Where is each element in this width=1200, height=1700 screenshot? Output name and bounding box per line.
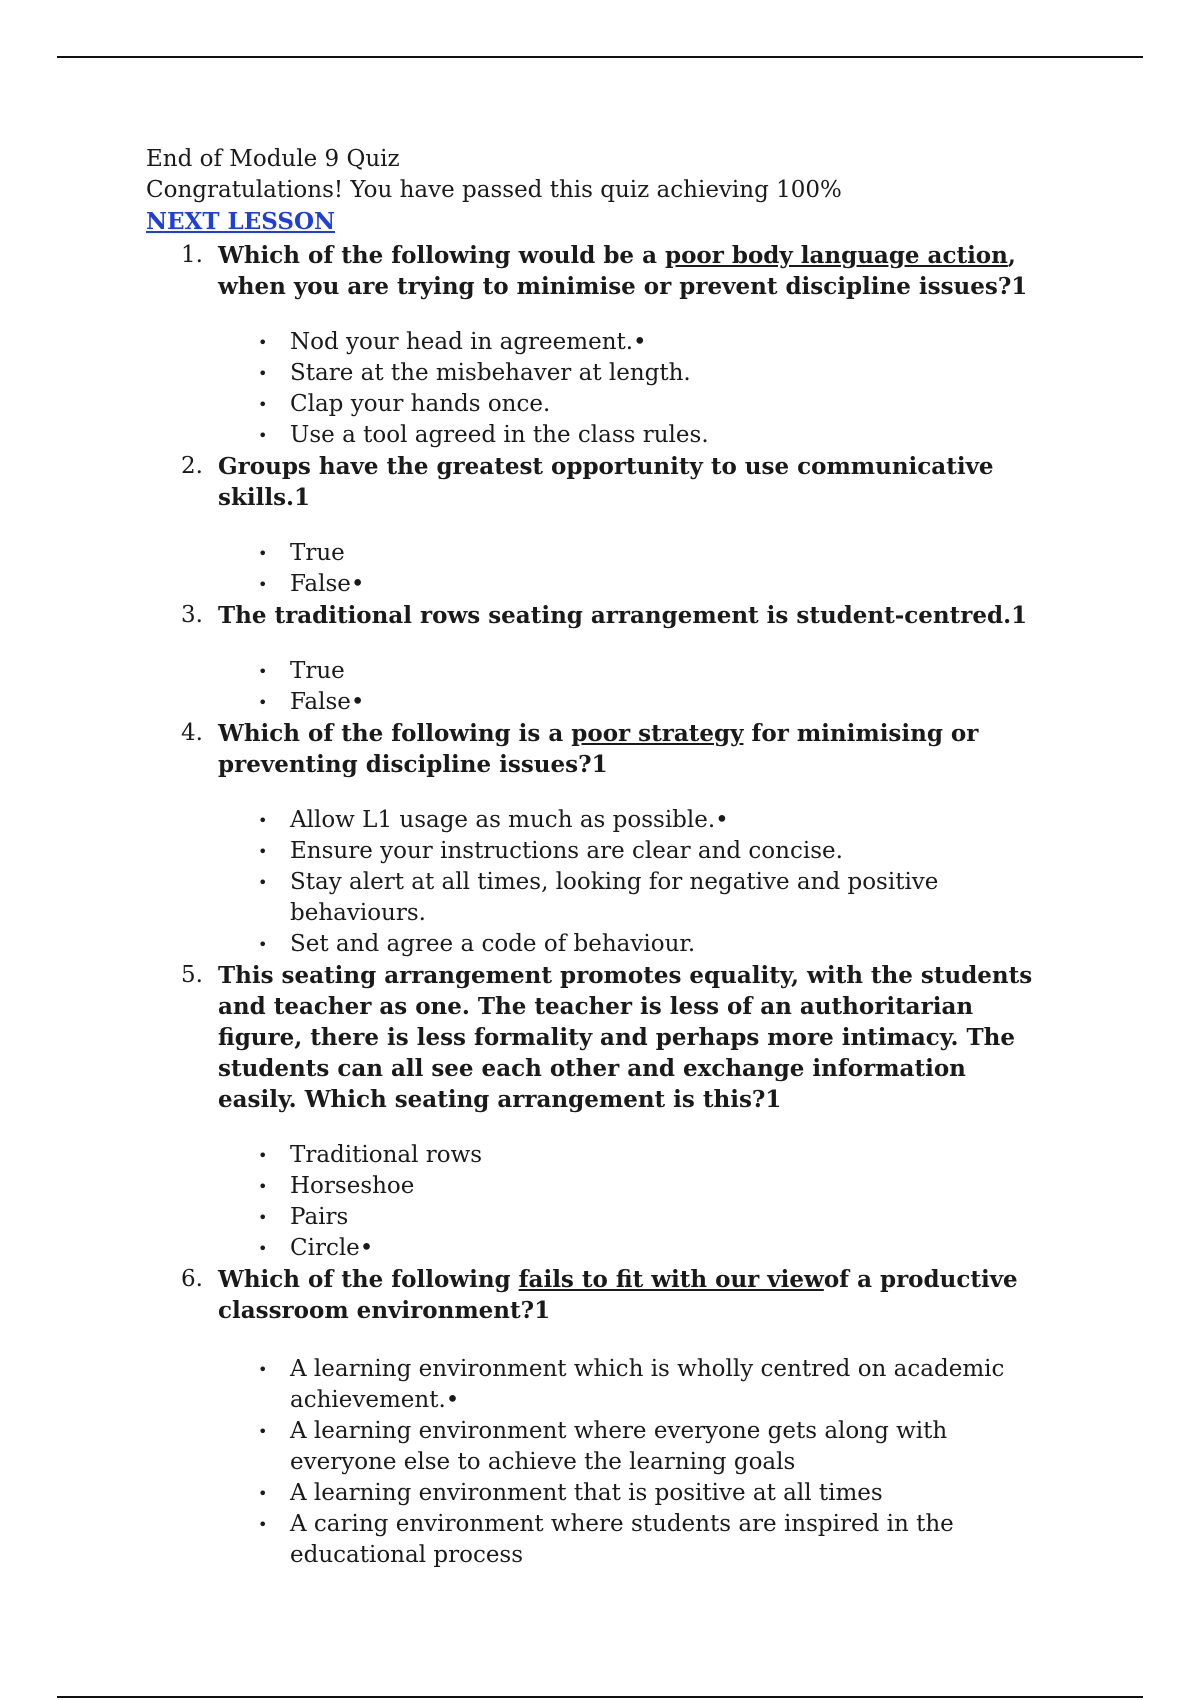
bullet-icon: • bbox=[258, 1146, 268, 1165]
option-item[interactable]: • Use a tool agreed in the class rules. bbox=[218, 420, 1046, 451]
question-list bbox=[146, 240, 1046, 1571]
option-item[interactable]: • Horseshoe bbox=[218, 1171, 1046, 1202]
bullet-icon: • bbox=[258, 842, 268, 861]
option-item[interactable]: • True bbox=[218, 656, 1046, 687]
bullet-icon: • bbox=[258, 1239, 268, 1258]
question-text: The traditional rows seating arrangement is student-centred.1 bbox=[218, 602, 1028, 629]
question-text: Groups have the greatest opportunity to use communicative skills.1 bbox=[218, 453, 994, 511]
bullet-icon: • bbox=[258, 1422, 268, 1441]
quiz-result: Congratulations! You have passed this quiz achieving 100% bbox=[146, 177, 842, 203]
question-number: 1. bbox=[181, 242, 203, 268]
option-item[interactable]: • Ensure your instructions are clear and concise. bbox=[218, 836, 1046, 867]
question-number: 3. bbox=[181, 602, 203, 628]
question-text: Which of the following would be a poor body language action, when you are trying to minimise or prevent discipline issues?1 bbox=[218, 242, 1028, 300]
option-list bbox=[218, 1140, 1046, 1264]
question-number: 5. bbox=[181, 962, 203, 988]
question-3 bbox=[146, 600, 1046, 718]
bullet-icon: • bbox=[258, 1515, 268, 1534]
question-2 bbox=[146, 451, 1046, 600]
option-list bbox=[218, 538, 1046, 600]
option-item[interactable]: • A learning environment which is wholly centred on academic achievement.• bbox=[258, 1356, 1005, 1413]
option-item[interactable]: • A learning environment that is positive at all times bbox=[218, 1478, 1046, 1509]
option-item[interactable]: • False• bbox=[218, 569, 1046, 600]
question-6 bbox=[146, 1264, 1046, 1571]
option-item[interactable]: • A learning environment where everyone gets along with everyone else to achieve the learning goals bbox=[258, 1418, 948, 1475]
option-item[interactable]: • Stare at the misbehaver at length. bbox=[218, 358, 1046, 389]
bullet-icon: • bbox=[258, 575, 268, 594]
question-4 bbox=[146, 718, 1046, 960]
question-text: This seating arrangement promotes equality, with the students and teacher as one. The teacher is less of an authoritarian figure, there is less formality and perhaps more intimacy. The students can all see each other and exchange information easily. Which seating arrangement is this?1 bbox=[218, 962, 1033, 1113]
option-item[interactable]: • False• bbox=[218, 687, 1046, 718]
question-5 bbox=[146, 960, 1046, 1264]
option-list bbox=[218, 805, 1046, 960]
question-number: 2. bbox=[181, 453, 203, 479]
bottom-rule bbox=[57, 1696, 1143, 1698]
question-text: Which of the following fails to fit with our viewof a productive classroom environment?1 bbox=[218, 1266, 1018, 1324]
bullet-icon: • bbox=[258, 662, 268, 681]
bullet-icon: • bbox=[258, 935, 268, 954]
option-item[interactable]: • Pairs bbox=[218, 1202, 1046, 1233]
top-rule bbox=[57, 56, 1143, 58]
question-emphasis: poor strategy bbox=[571, 720, 744, 747]
bullet-icon: • bbox=[258, 1360, 268, 1379]
option-item[interactable]: • Stay alert at all times, looking for negative and positive behaviours. bbox=[258, 869, 939, 926]
bullet-icon: • bbox=[258, 1177, 268, 1196]
quiz-document bbox=[146, 144, 1046, 1571]
option-item[interactable]: • True bbox=[218, 538, 1046, 569]
option-item[interactable]: • Traditional rows bbox=[218, 1140, 1046, 1171]
question-emphasis: fails to fit with our view bbox=[518, 1266, 824, 1293]
option-item[interactable]: • Circle• bbox=[218, 1233, 1046, 1264]
bullet-icon: • bbox=[258, 395, 268, 414]
bullet-icon: • bbox=[258, 693, 268, 712]
bullet-icon: • bbox=[258, 811, 268, 830]
option-item[interactable]: • Clap your hands once. bbox=[218, 389, 1046, 420]
option-item[interactable]: • Nod your head in agreement.• bbox=[218, 327, 1046, 358]
bullet-icon: • bbox=[258, 873, 268, 892]
option-item[interactable]: • A caring environment where students are inspired in the educational process bbox=[258, 1511, 954, 1568]
question-emphasis: poor body language action bbox=[664, 242, 1008, 269]
option-list bbox=[218, 1354, 1046, 1571]
bullet-icon: • bbox=[258, 364, 268, 383]
bullet-icon: • bbox=[258, 1484, 268, 1503]
quiz-title: End of Module 9 Quiz bbox=[146, 146, 400, 172]
question-text: Which of the following is a poor strategy for minimising or preventing discipline issues?1 bbox=[218, 720, 979, 778]
option-list bbox=[218, 327, 1046, 451]
question-1 bbox=[146, 240, 1046, 451]
question-number: 4. bbox=[181, 720, 203, 746]
option-item[interactable]: • Set and agree a code of behaviour. bbox=[218, 929, 1046, 960]
question-number: 6. bbox=[181, 1266, 203, 1292]
bullet-icon: • bbox=[258, 426, 268, 445]
bullet-icon: • bbox=[258, 544, 268, 563]
option-item[interactable]: • Allow L1 usage as much as possible.• bbox=[218, 805, 1046, 836]
bullet-icon: • bbox=[258, 333, 268, 352]
next-lesson-link[interactable]: NEXT LESSON bbox=[146, 208, 335, 235]
option-list bbox=[218, 656, 1046, 718]
bullet-icon: • bbox=[258, 1208, 268, 1227]
